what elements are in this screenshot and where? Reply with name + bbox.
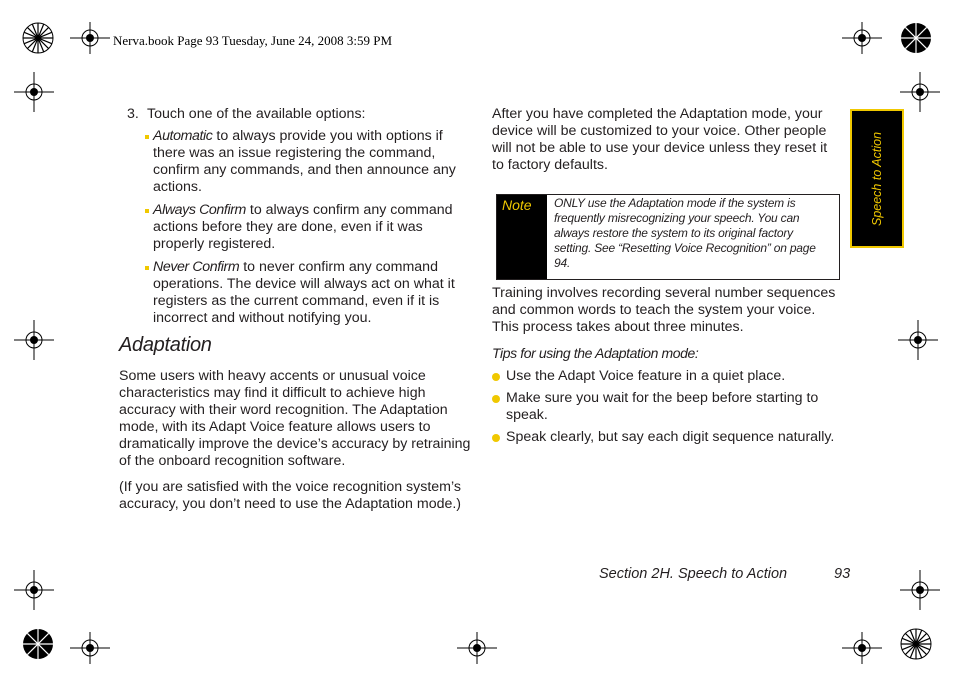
registration-crosshair-icon [842,632,882,664]
side-tab-label: Speech to Action [870,131,884,226]
option-text: to always confirm any command actions before they are done, even if it was properly registered. [153,202,453,252]
after-adaptation-paragraph: After you have completed the Adaptation mode, your device will be customized to your voice. Other people will not be able to use your device unless they reset it to factory defaults. [492,106,828,173]
registration-crosshair-icon [898,320,938,360]
section-heading: Adaptation [119,334,212,356]
step-number: 3. [127,106,139,122]
tip-text: Make sure you wait for the beep before starting to speak. [506,390,819,423]
note-box [496,194,840,280]
bullet-dot-icon [492,373,500,381]
registration-crosshair-icon [70,632,110,664]
tips-heading: Tips for using the Adaptation mode: [492,345,699,361]
note-label: Note [502,197,532,213]
list-item-always-confirm [143,202,473,253]
registration-crosshair-icon [842,22,882,54]
registration-crosshair-icon [70,22,110,54]
option-term: Automatic [153,128,213,144]
footer-section-title: Section 2H. Speech to Action [599,566,788,582]
section-side-tab [850,109,904,248]
registration-starburst-icon [900,22,932,54]
note-tab [497,195,547,279]
list-item-automatic [143,128,473,196]
bullet-square-icon [145,266,149,270]
tip-text: Speak clearly, but say each digit sequence naturally. [506,429,835,445]
registration-crosshair-icon [457,632,497,664]
option-list [143,128,473,333]
registration-crosshair-icon [900,570,940,610]
option-text: to never confirm any command operations. The device will always act on what it registers as the current command, even if it is incorrect and without notifying you. [153,259,455,326]
option-term: Never Confirm [153,259,240,275]
training-paragraph: Training involves recording several number sequences and common words to teach the system your voice. This process takes about three minutes. [492,285,836,335]
step-text: Touch one of the available options: [147,106,366,122]
list-item [492,390,844,424]
list-item [492,368,844,385]
list-item [492,429,844,446]
option-term: Always Confirm [153,202,246,218]
note-text: ONLY use the Adaptation mode if the system is frequently misrecognizing your speech. You can always restore the system to its original factory setting. See “Resetting Voice Recognition” on page 94. [554,196,816,270]
option-text: to always provide you with options if there was an issue registering the command, confirm any commands, and then announce any actions. [153,128,456,195]
registration-starburst-icon [22,22,54,54]
bullet-square-icon [145,209,149,213]
list-item-never-confirm [143,259,473,327]
bullet-square-icon [145,135,149,139]
registration-starburst-icon [22,628,54,660]
adaptation-paragraph: Some users with heavy accents or unusual voice characteristics may find it difficult to achieve high accuracy with their word recognition. The Adaptation mode, with its Adapt Voice feature allows users to dramatically improve the device’s accuracy by retraining of the onboard recognition software. [119,368,471,469]
registration-starburst-icon [900,628,932,660]
registration-crosshair-icon [14,570,54,610]
bullet-dot-icon [492,395,500,403]
bullet-dot-icon [492,434,500,442]
step-3 [127,106,472,123]
registration-crosshair-icon [14,72,54,112]
adaptation-paren-note: (If you are satisfied with the voice recognition system’s accuracy, you don’t need to use the Adaptation mode.) [119,479,462,512]
tips-list [492,368,844,451]
tip-text: Use the Adapt Voice feature in a quiet place. [506,368,786,384]
page-header: Nerva.book Page 93 Tuesday, June 24, 2008 3:59 PM [113,33,393,48]
registration-crosshair-icon [900,72,940,112]
registration-crosshair-icon [14,320,54,360]
page-number: 93 [834,566,851,582]
